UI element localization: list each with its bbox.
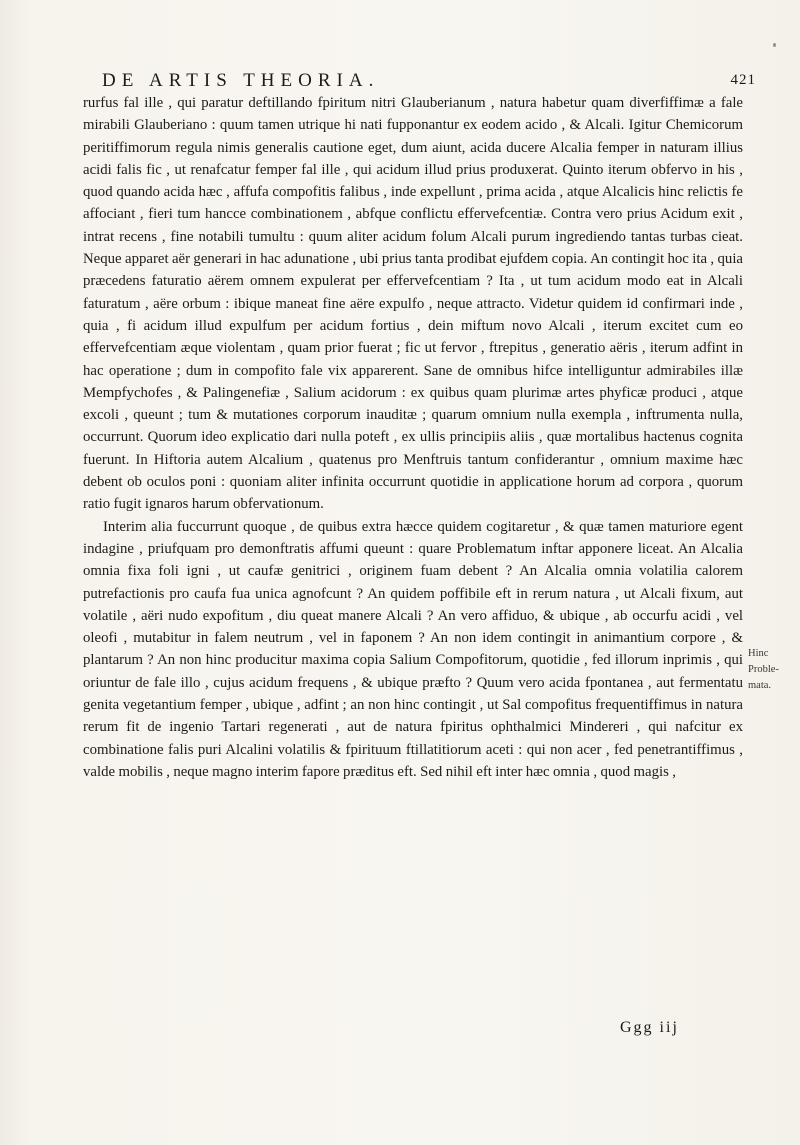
paragraph-1: rurfus fal ille , qui paratur deftillando fpiritum nitri Glauberianum , natura habetur quam diverfiffimæ a fale mirabili Glauberiano : quum tamen utrique hi nati fupponantur ex eodem acido , & Alcali. Igitur Chemicorum peritiffimorum regula nimis generalis cautione eget, dum aiunt, acida ducere Alcalia femper in naturam illius acidi falis fic , ut renafcatur femper fal ille , qui acidum illud prius produxerat. Quinto iterum obfervo in his , quod quando acida hæc , affufa compofitis falibus , inde expellunt , prima acida , atque Alcalicis hinc relictis fe affociant , fieri tum hancce combinationem , abfque conflictu effervefcentiæ. Contra vero prius Acidum exit , intrat recens , fine notabili tumultu : quum aliter acidum folum Alcali purum ingrediendo tantas turbas cieat. Neque apparet aër generari in hac adunatione , ubi prius tanta prodibat ejufdem copia. An contingit hoc ita , quia præcedens faturatio aërem omnem expulerat per effervefcentiam ? Ita , ut tum acidum modo eat in Alcali faturatum , aëre orbum : ibique maneat fine aëre expulfo , neque attracto. Videtur quidem id confirmari inde , quia , fi acidum illud expulfum per acidum fortius , dein miftum novo Alcali , iterum excitet cum eo effervefcentiam æque violentam , quam prior fuerat ; fic ut fervor , ftrepitus , generatio aëris , iterum adfint in hac operatione ; dum in compofito fale vix apparerent. Sane de omnibus hifce intelliguntur admirabiles illæ Mempfychofes , & Palingenefiæ , Salium acidorum : ex quibus quam plurimæ artes phyficæ produci , atque excoli , queunt ; tum & mutationes corporum inauditæ ; quarum omnium nulla exempla , inftrumenta nulla, occurrunt. Quorum ideo explicatio dari nulla poteft , ex ullis principiis aliis , quæ mortalibus hactenus cognita fuerunt. In Hiftoria autem Alcalium , quatenus pro Menftruis tantum confiderantur , omnium maxime hæc debent ob oculos poni : quoniam aliter infinita occurrunt quotidie in applicatione horum ad corpora , quorum ratio fugit ignaros harum obfervationum. — [83, 95, 743, 513]
body-text — [83, 92, 743, 783]
signature-mark: Ggg iij — [620, 1019, 679, 1036]
marginal-note: Hinc Proble- mata. — [748, 648, 779, 691]
running-head: DE ARTIS THEORIA. — [102, 70, 380, 91]
page-number: 421 — [730, 72, 756, 88]
ink-spot — [773, 43, 776, 47]
page-header — [56, 70, 756, 92]
paragraph-2: Interim alia fuccurrunt quoque , de quibus extra hæcce quidem cogitaretur , & quæ tamen maturiore egent indagine , priufquam pro demonftratis affumi queunt : quare Problematum inftar apponere liceat. An Alcalia omnia fixa foli igni , ut caufæ genitrici , originem fuam debent ? An Alcalia omnia volatilia calorem putrefactionis pro caufa fua unica agnofcunt ? An quidem poffibile eft in rerum natura , ut Alcali fixum, aut volatile , aëri nudo expofitum , diu queat manere Alcali ? An vero affiduo, & ubique , ab occurfu acidi , vel oleofi , mutabitur in falem neutrum , vel in faponem ? An non idem contingit in animantium corpore , & plantarum ? An non hinc producitur maxima copia Salium Compofitorum, quotidie , fed illorum inprimis , qui oriuntur de fale illo , cujus acidum frequens , & ubique præfto ? Quum vero acida fpontanea , aut fermentatu genita vegetantium femper , ubique , adfint ; an non hinc contingit , ut Sal compofitus frequentiffimus in natura rerum fit de ingenio Tartari regenerati , aut de natura fpiritus ophthalmici Mindereri , qui nafcitur ex combinatione falis puri Alcalini volatilis & fpirituum ftillatitiorum aceti : qui non acer , fed penetrantiffimus , valde mobilis , neque magno interim fapore præditus eft. Sed nihil eft inter hæc omnia , quod magis , — [83, 518, 743, 780]
